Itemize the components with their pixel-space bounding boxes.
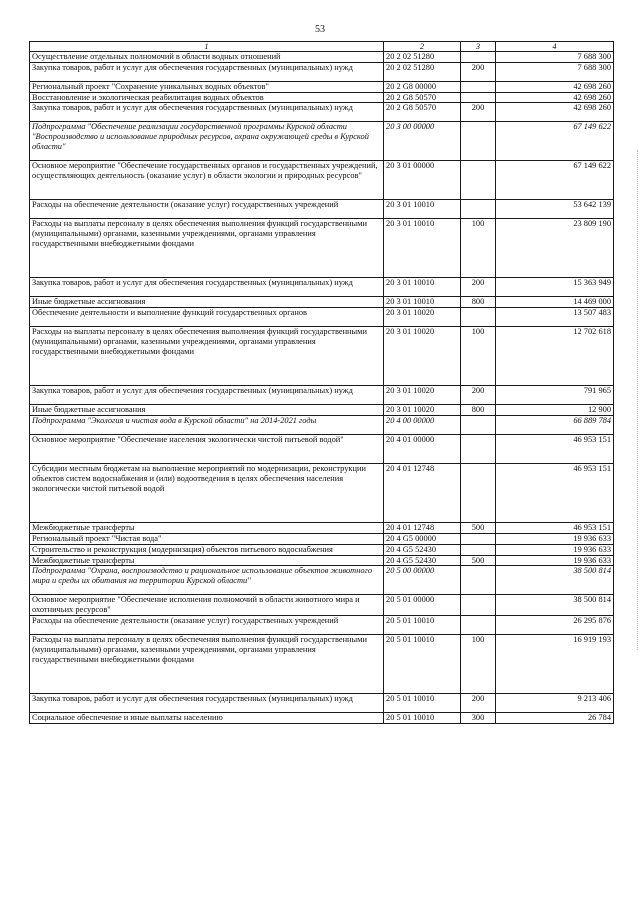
row-name-cell: Закупка товаров, работ и услуг для обеспечения государственных (муниципальных) нужд <box>30 278 384 297</box>
row-type-cell <box>461 122 496 161</box>
row-sum-cell: 13 507 483 <box>496 308 614 327</box>
page-number: 53 <box>315 24 325 35</box>
row-name-cell: Расходы на обеспечение деятельности (оказание услуг) государственных учреждений <box>30 616 384 635</box>
row-type-cell <box>461 308 496 327</box>
row-sum-cell: 46 953 151 <box>496 523 614 534</box>
row-type-cell: 100 <box>461 219 496 278</box>
row-sum-cell: 67 149 622 <box>496 122 614 161</box>
table-row <box>30 161 614 200</box>
row-type-cell: 500 <box>461 555 496 566</box>
header-cell-code: 2 <box>384 42 461 52</box>
table-row <box>30 635 614 694</box>
table-row <box>30 595 614 616</box>
row-code-cell: 20 4 G5 00000 <box>384 533 461 544</box>
row-name-cell: Расходы на выплаты персоналу в целях обеспечения выполнения функций государственными (муниципальными) органами, казенными учреждениями, органами управления государственными внебюджетными фондами <box>30 635 384 694</box>
row-sum-cell: 42 698 260 <box>496 103 614 122</box>
row-sum-cell: 53 642 139 <box>496 200 614 219</box>
table-row <box>30 616 614 635</box>
row-name-cell: Основное мероприятие "Обеспечение населения экологически чистой питьевой водой" <box>30 435 384 464</box>
row-name-cell: Восстановление и экологическая реабилитация водных объектов <box>30 92 384 103</box>
row-code-cell: 20 4 01 00000 <box>384 435 461 464</box>
row-type-cell <box>461 566 496 595</box>
row-sum-cell: 19 936 633 <box>496 544 614 555</box>
row-code-cell: 20 4 01 12748 <box>384 523 461 534</box>
row-sum-cell: 46 953 151 <box>496 464 614 523</box>
row-name-cell: Основное мероприятие "Обеспечение государственных органов и государственных учреждений, осуществляющих деятельность (оказание услуг) в области экологии и природных ресурсов" <box>30 161 384 200</box>
row-type-cell: 800 <box>461 297 496 308</box>
row-code-cell: 20 4 G5 52430 <box>384 544 461 555</box>
row-code-cell: 20 3 01 10020 <box>384 327 461 386</box>
row-sum-cell: 46 953 151 <box>496 435 614 464</box>
row-type-cell: 200 <box>461 278 496 297</box>
row-code-cell: 20 3 01 10010 <box>384 219 461 278</box>
row-type-cell: 100 <box>461 327 496 386</box>
row-type-cell: 200 <box>461 62 496 81</box>
row-sum-cell: 16 919 193 <box>496 635 614 694</box>
header-cell-sum: 4 <box>496 42 614 52</box>
row-code-cell: 20 3 01 00000 <box>384 161 461 200</box>
row-name-cell: Основное мероприятие "Обеспечение исполнения полномочий в области животного мира и охотничьих ресурсов" <box>30 595 384 616</box>
row-sum-cell: 42 698 260 <box>496 92 614 103</box>
row-sum-cell: 38 500 814 <box>496 566 614 595</box>
row-code-cell: 20 2 02 51280 <box>384 62 461 81</box>
row-name-cell: Подпрограмма "Обеспечение реализации государственной программы Курской области "Воспроизводство и использование природных ресурсов, охрана окружающей среды в Курской области" <box>30 122 384 161</box>
table-row <box>30 219 614 278</box>
table-body <box>30 52 614 724</box>
table-row <box>30 464 614 523</box>
budget-table <box>29 41 614 724</box>
scan-edge-marks <box>634 150 638 650</box>
table-row <box>30 386 614 405</box>
row-name-cell: Социальное обеспечение и иные выплаты населению <box>30 713 384 724</box>
header-cell-name: 1 <box>30 42 384 52</box>
row-name-cell: Обеспечение деятельности и выполнение функций государственных органов <box>30 308 384 327</box>
row-code-cell: 20 3 00 00000 <box>384 122 461 161</box>
table-row <box>30 523 614 534</box>
row-code-cell: 20 5 01 10010 <box>384 616 461 635</box>
table-row <box>30 200 614 219</box>
row-type-cell <box>461 81 496 92</box>
row-type-cell <box>461 416 496 435</box>
row-name-cell: Региональный проект "Сохранение уникальных водных объектов" <box>30 81 384 92</box>
table-row <box>30 81 614 92</box>
row-type-cell: 500 <box>461 523 496 534</box>
row-name-cell: Расходы на выплаты персоналу в целях обеспечения выполнения функций государственными (муниципальными) органами, казенными учреждениями, органами управления государственными внебюджетными фондами <box>30 219 384 278</box>
table-row <box>30 62 614 81</box>
row-sum-cell: 12 900 <box>496 405 614 416</box>
row-type-cell: 800 <box>461 405 496 416</box>
row-type-cell <box>461 200 496 219</box>
row-name-cell: Межбюджетные трансферты <box>30 555 384 566</box>
row-type-cell <box>461 533 496 544</box>
table-row <box>30 92 614 103</box>
row-type-cell: 200 <box>461 103 496 122</box>
row-sum-cell: 23 809 190 <box>496 219 614 278</box>
row-name-cell: Иные бюджетные ассигнования <box>30 297 384 308</box>
row-sum-cell: 12 702 618 <box>496 327 614 386</box>
table-row <box>30 566 614 595</box>
row-sum-cell: 42 698 260 <box>496 81 614 92</box>
table-row <box>30 694 614 713</box>
row-name-cell: Закупка товаров, работ и услуг для обеспечения государственных (муниципальных) нужд <box>30 62 384 81</box>
table-row <box>30 435 614 464</box>
row-sum-cell: 19 936 633 <box>496 533 614 544</box>
row-name-cell: Закупка товаров, работ и услуг для обеспечения государственных (муниципальных) нужд <box>30 694 384 713</box>
row-name-cell: Подпрограмма "Экология и чистая вода в Курской области" на 2014-2021 годы <box>30 416 384 435</box>
row-sum-cell: 15 363 949 <box>496 278 614 297</box>
row-type-cell <box>461 435 496 464</box>
row-sum-cell: 19 936 633 <box>496 555 614 566</box>
table-row <box>30 278 614 297</box>
row-code-cell: 20 5 00 00000 <box>384 566 461 595</box>
row-code-cell: 20 5 01 00000 <box>384 595 461 616</box>
row-name-cell: Субсидии местным бюджетам на выполнение мероприятий по модернизации, реконструкции объектов систем водоснабжения и (или) водоотведения в целях обеспечения населения экологически чистой питьевой водой <box>30 464 384 523</box>
row-name-cell: Иные бюджетные ассигнования <box>30 405 384 416</box>
table-row <box>30 533 614 544</box>
row-type-cell: 100 <box>461 635 496 694</box>
row-code-cell: 20 3 01 10020 <box>384 386 461 405</box>
row-sum-cell: 7 688 300 <box>496 52 614 63</box>
row-name-cell: Региональный проект "Чистая вода" <box>30 533 384 544</box>
row-code-cell: 20 3 01 10010 <box>384 297 461 308</box>
row-type-cell <box>461 595 496 616</box>
table-row <box>30 544 614 555</box>
row-code-cell: 20 2 G8 50570 <box>384 92 461 103</box>
table-row <box>30 416 614 435</box>
row-code-cell: 20 2 02 51280 <box>384 52 461 63</box>
row-code-cell: 20 5 01 10010 <box>384 694 461 713</box>
row-code-cell: 20 3 01 10010 <box>384 200 461 219</box>
row-sum-cell: 38 500 814 <box>496 595 614 616</box>
row-name-cell: Закупка товаров, работ и услуг для обеспечения государственных (муниципальных) нужд <box>30 386 384 405</box>
row-code-cell: 20 2 G8 50570 <box>384 103 461 122</box>
header-row <box>30 42 614 52</box>
table-row <box>30 308 614 327</box>
row-type-cell <box>461 464 496 523</box>
table-row <box>30 122 614 161</box>
row-name-cell: Закупка товаров, работ и услуг для обеспечения государственных (муниципальных) нужд <box>30 103 384 122</box>
row-type-cell <box>461 161 496 200</box>
row-code-cell: 20 4 01 12748 <box>384 464 461 523</box>
row-sum-cell: 791 965 <box>496 386 614 405</box>
row-sum-cell: 14 469 000 <box>496 297 614 308</box>
row-code-cell: 20 3 01 10020 <box>384 405 461 416</box>
row-type-cell: 200 <box>461 694 496 713</box>
row-sum-cell: 9 213 406 <box>496 694 614 713</box>
table-row <box>30 555 614 566</box>
row-code-cell: 20 3 01 10010 <box>384 278 461 297</box>
row-sum-cell: 7 688 300 <box>496 62 614 81</box>
row-name-cell: Расходы на обеспечение деятельности (оказание услуг) государственных учреждений <box>30 200 384 219</box>
row-name-cell: Осуществление отдельных полномочий в области водных отношений <box>30 52 384 63</box>
row-sum-cell: 66 889 784 <box>496 416 614 435</box>
row-code-cell: 20 5 01 10010 <box>384 713 461 724</box>
row-code-cell: 20 4 G5 52430 <box>384 555 461 566</box>
row-type-cell <box>461 52 496 63</box>
table-row <box>30 713 614 724</box>
row-type-cell <box>461 616 496 635</box>
row-code-cell: 20 4 00 00000 <box>384 416 461 435</box>
row-sum-cell: 67 149 622 <box>496 161 614 200</box>
row-sum-cell: 26 784 <box>496 713 614 724</box>
row-name-cell: Строительство и реконструкция (модернизация) объектов питьевого водоснабжения <box>30 544 384 555</box>
row-sum-cell: 26 295 876 <box>496 616 614 635</box>
row-type-cell <box>461 544 496 555</box>
table-row <box>30 103 614 122</box>
row-type-cell <box>461 92 496 103</box>
row-type-cell: 200 <box>461 386 496 405</box>
row-code-cell: 20 5 01 10010 <box>384 635 461 694</box>
header-cell-type: 3 <box>461 42 496 52</box>
row-name-cell: Межбюджетные трансферты <box>30 523 384 534</box>
row-name-cell: Подпрограмма "Охрана, воспроизводство и рациональное использование объектов животного мира и среды их обитания на территории Курской области" <box>30 566 384 595</box>
row-code-cell: 20 3 01 10020 <box>384 308 461 327</box>
table-row <box>30 405 614 416</box>
table-row <box>30 52 614 63</box>
row-name-cell: Расходы на выплаты персоналу в целях обеспечения выполнения функций государственными (муниципальными) органами, казенными учреждениями, органами управления государственными внебюджетными фондами <box>30 327 384 386</box>
row-code-cell: 20 2 G8 00000 <box>384 81 461 92</box>
table-row <box>30 297 614 308</box>
table-row <box>30 327 614 386</box>
row-type-cell: 300 <box>461 713 496 724</box>
